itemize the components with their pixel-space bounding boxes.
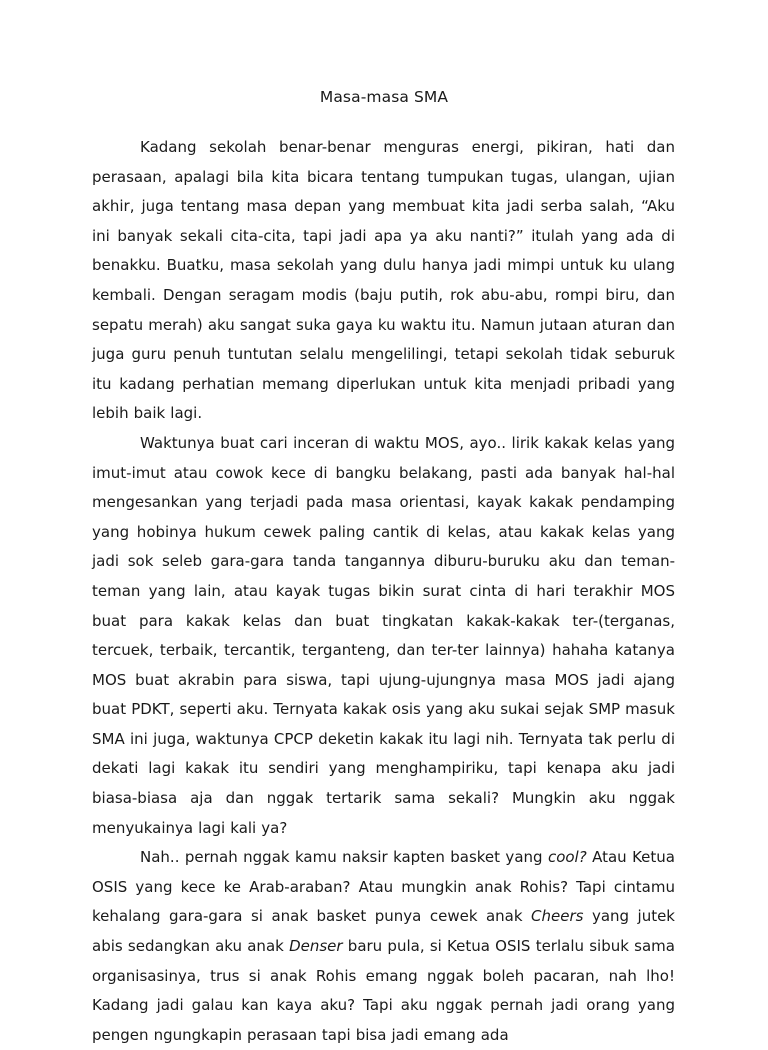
paragraph-text: Atau Ketua OSIS yang kece ke Arab-araban? Atau mungkin anak Rohis? Tapi cintamu kehalang gara-gara si anak basket punya cewek anak bbox=[92, 848, 675, 926]
page-title: Masa-masa SMA bbox=[319, 88, 449, 106]
paragraph bbox=[92, 429, 675, 843]
paragraph bbox=[92, 133, 675, 429]
paragraph-text: Nah.. pernah nggak kamu naksir kapten basket yang bbox=[140, 848, 548, 867]
paragraph-text: yang jutek abis sedangkan aku anak bbox=[92, 907, 675, 956]
italic-text: cool? bbox=[547, 848, 587, 867]
paragraph-text: Kadang sekolah benar-benar menguras energi, pikiran, hati dan perasaan, apalagi bila kita bicara tentang tumpukan tugas, ulangan, ujian akhir, juga tentang masa depan yang membuat kita jadi serba salah, “Aku ini banyak sekali cita-cita, tapi jadi apa ya aku nanti?” itulah yang ada di benakku. Buatku, masa sekolah yang dulu hanya jadi mimpi untuk ku ulang kembali. Dengan seragam modis (baju putih, rok abu-abu, rompi biru, dan sepatu merah) aku sangat suka gaya ku waktu itu. Namun jutaan aturan dan juga guru penuh tuntutan selalu mengelilingi, tetapi sekolah tidak seburuk itu kadang perhatian memang diperlukan untuk kita menjadi pribadi yang lebih baik lagi. bbox=[92, 138, 676, 423]
paragraph-text: Waktunya buat cari inceran di waktu MOS, ayo.. lirik kakak kelas yang imut-imut atau cowok kece di bangku belakang, pasti ada banyak hal-hal mengesankan yang terjadi pada masa orientasi, kayak kakak pendamping yang hobinya hukum cewek paling cantik di kelas, atau kakak kelas yang jadi sok seleb gara-gara tanda tangannya diburu-buruku aku dan teman-teman yang lain, atau kayak tugas bikin surat cinta di hari terakhir MOS buat para kakak kelas dan buat tingkatan kakak-kakak ter-(terganas, tercuek, terbaik, tercantik, terganteng, dan ter-ter lainnya) hahaha katanya MOS buat akrabin para siswa, tapi ujung-ujungnya masa MOS jadi ajang buat PDKT, seperti aku. Ternyata kakak osis yang aku sukai sejak SMP masuk SMA ini juga, waktunya CPCP deketin kakak itu lagi nih. Ternyata tak perlu di dekati lagi kakak itu sendiri yang menghampiriku, tapi kenapa aku jadi biasa-biasa aja dan nggak tertarik sama sekali? Mungkin aku nggak menyukainya lagi kali ya? bbox=[92, 433, 675, 837]
italic-text: Cheers bbox=[531, 907, 584, 926]
paragraph-text: baru pula, si Ketua OSIS terlalu sibuk sama organisasinya, trus si anak Rohis emang nggak boleh pacaran, nah lho! Kadang jadi galau kan kaya aku? Tapi aku nggak pernah jadi orang yang pengen ngungkapin perasaan tapi bisa jadi emang ada bbox=[92, 937, 675, 1044]
paragraph bbox=[92, 843, 675, 1050]
body-text bbox=[92, 133, 675, 1050]
italic-text: Denser bbox=[289, 937, 343, 956]
